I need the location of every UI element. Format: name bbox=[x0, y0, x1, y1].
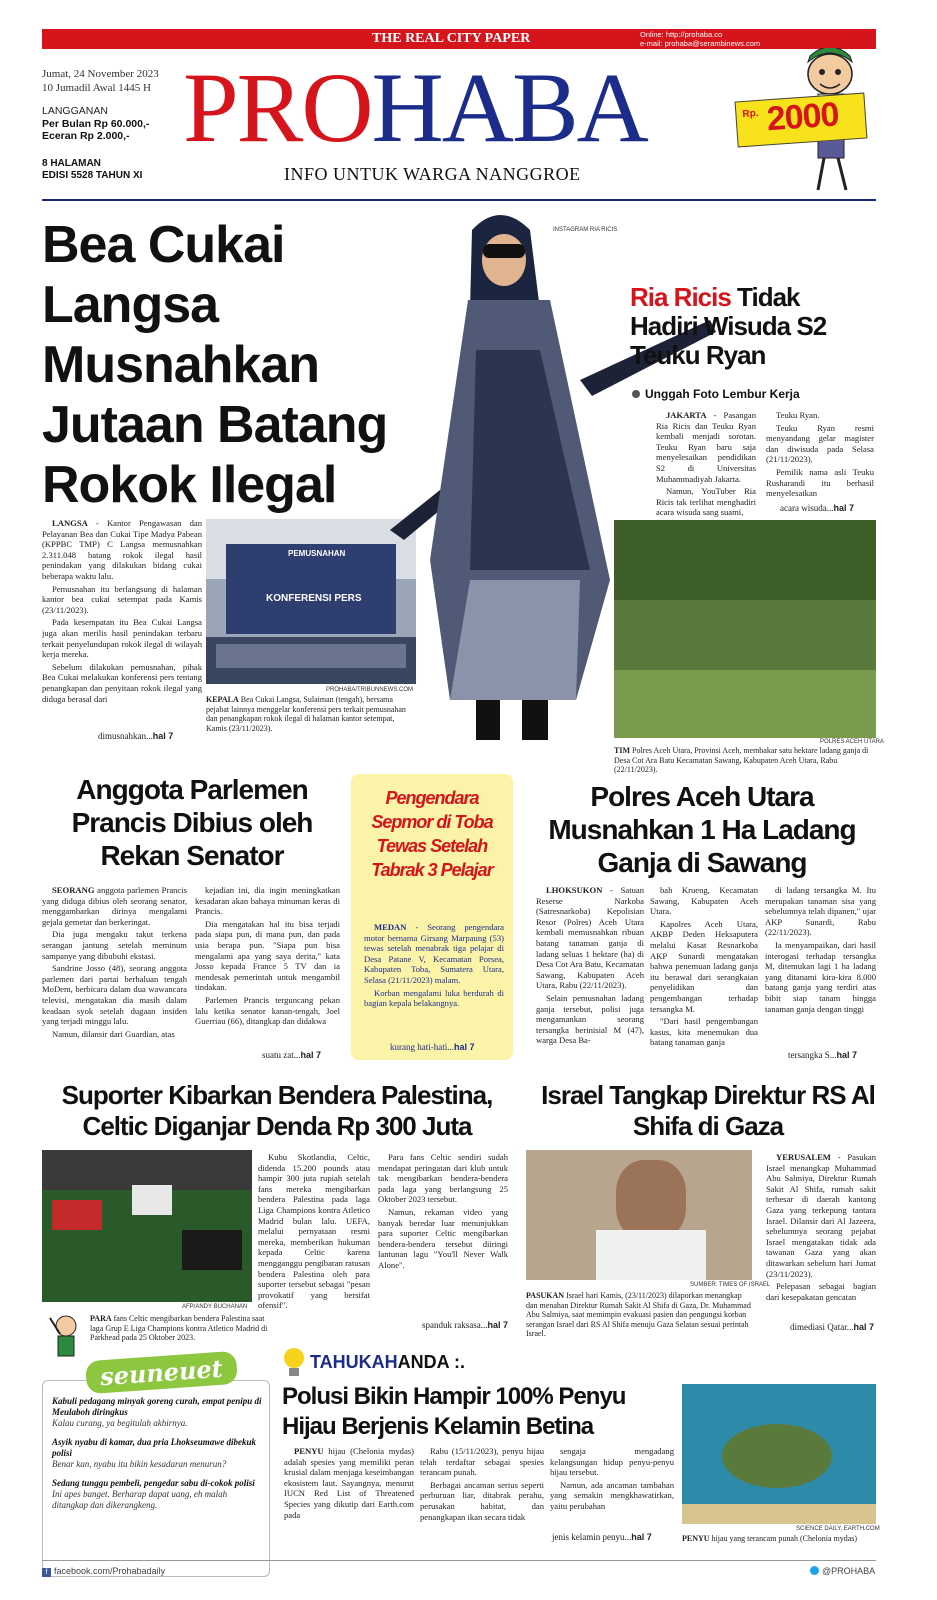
price-currency: Rp. bbox=[742, 107, 759, 121]
sepmor-jump[interactable]: kurang hati-hati...hal 7 bbox=[390, 1042, 475, 1052]
subscription-month: Per Bulan Rp 60.000,- bbox=[42, 118, 150, 130]
celtic-photo bbox=[42, 1150, 252, 1302]
ricis-headline: Ria Ricis Tidak Hadiri Wisuda S2 Teuku Ryan bbox=[630, 282, 827, 370]
seuneuet-item: Asyik nyabu di kamar, dua pria Lhokseumawe dibekuk polisi Benar kan, nyabu itu bikin kesadaran menurun? bbox=[52, 1437, 257, 1469]
celtic-photo-credit: AFP/ANDY BUCHANAN bbox=[182, 1304, 248, 1310]
parlemen-headline: Anggota Parlemen Prancis Dibius oleh Rekan Senator bbox=[71, 774, 313, 871]
tahukah-text-col1: PENYU hijau (Chelonia mydas) adalah spesies yang memiliki peran krusial dalam menjaga keseimbangan ekosistem laut. Sayangnya, menurut IUCN Red List of Threatened Species yang dikutip dari Earth.com pada bbox=[284, 1446, 414, 1520]
turtle-photo-caption: PENYU hijau yang terancam punah (Chelonia mydas) bbox=[682, 1534, 858, 1543]
lead-headline: Bea Cukai Langsa Musnahkan Jutaan Batang Rokok Ilegal bbox=[42, 216, 388, 514]
israel-photo-caption: PASUKAN Israel hari Kamis, (23/11/2023) dilaporkan menangkap dan menahan Direktur Rumah Sakit Al Shifa di Gaza, Dr. Muhammad Abu Salmiya, saat memimpin evakuasi pasien dan pengungsi korban serangan Israel dari RS Al Shifa menuju Gaza Selatan sesuai perintah Israel. bbox=[526, 1291, 751, 1338]
facebook-icon: f bbox=[42, 1568, 51, 1577]
parlemen-text-col2: kejadian ini, dia ingin meningkatkan kesadaran akan bahaya minuman keras di Prancis. Dia mengatakan hal itu bisa terjadi pada siapa pun, di mana pun, dan pada usia berapa pun. "Siapa pun bisa mengalami apa yang saya derita," kata Josso kepada France 5 TV dan ia mendesak pemerintah untuk mengambil tindakan. Parlemen Prancis terguncang pekan lalu ketika senator kanan-tengah, Joel Guerriau (66), ditangkap dan didakwa bbox=[195, 885, 340, 1027]
israel-text: YERUSALEM - Pasukan Israel menangkap Muhammad Abu Salmiya, Direktur Rumah Sakit Al Shifa, rumah sakit terbesar di daerah kantong Gaza yang terkepung tantara Israel. Dilansir dari Al Jazeera, sebelumnya seorang pejabat Israel mengatakan tidak ada tawanan Gaza yang akan ditawarkan sebelum hari Jumat (23/11/2023). Pelepasan sebagai bagian dari kesepakatan gencatan bbox=[766, 1152, 876, 1302]
ricis-text-col2: Teuku Ryan. Teuku Ryan resmi menyandang gelar magister dan diwisuda pada Selasa (21/11/2023). Pemilik nama asli Teuku Rusharandi itu berhasil menyelesaikan bbox=[766, 410, 874, 499]
ricis-photo-credit: INSTAGRAM RIA RICIS bbox=[553, 227, 618, 233]
lead-paragraph-1: - Kantor Pengawasan dan Pelayanan Bea dan Cukai Tipe Madya Pabean (KPPBC TMP) C Langsa memusnahkan 2.311.048 batang rokok ilegal hasil penindakan yang dilakukan bidang cukai beberapa waktu lalu. bbox=[42, 518, 202, 581]
polres-jump[interactable]: tersangka S...hal 7 bbox=[788, 1050, 858, 1060]
ricis-sub: Unggah Foto Lembur Kerja bbox=[632, 387, 800, 401]
lead-paragraph-3: Pada kesempatan itu Bea Cukai Langsa juga akan merilis hasil penindakan terbaru terkait penyelundupan rokok ilegal di wilayah kerja mereka. bbox=[42, 617, 202, 660]
polres-headline: Polres Aceh Utara Musnahkan 1 Ha Ladang Ganja di Sawang bbox=[548, 781, 856, 878]
tahukah-jump[interactable]: jenis kelamin penyu...hal 7 bbox=[552, 1532, 652, 1542]
lead-paragraph-2: Pemusnahan itu berlangsung di halaman kantor bea cukai setempat pada Kamis (23/11/2023). bbox=[42, 583, 202, 615]
lead-jump[interactable]: dimusnahkan...hal 7 bbox=[98, 731, 174, 741]
tahukah-headline: Polusi Bikin Hampir 100% Penyu Hijau Berjenis Kelamin Betina bbox=[282, 1383, 626, 1440]
ricis-text-col1: JAKARTA - Pasangan Ria Ricis dan Teuku Ryan kembali menjadi sorotan. Teuku Ryan baru saja menyelesaikan pendidikan S2 di Universitas Muhammadiyah Jakarta. Namun, YouTuber Ria Ricis tak terlihat menghadiri acara wisuda sang suami, bbox=[656, 410, 756, 518]
ganja-photo bbox=[614, 520, 876, 738]
twitter-icon bbox=[810, 1566, 819, 1575]
hijri-date: 10 Jumadil Awal 1445 H bbox=[42, 82, 151, 94]
israel-photo bbox=[526, 1150, 752, 1280]
subscription-retail: Eceran Rp 2.000,- bbox=[42, 130, 130, 142]
seuneuet-item: Sedang tunggu pembeli, pengedar sabu di-cokok polisi Ini apes banget. Berharap dapat uang, eh malah ditangkap dan dikerangkeng. bbox=[52, 1478, 255, 1510]
lightbulb-icon bbox=[280, 1346, 308, 1380]
logo bbox=[183, 52, 647, 163]
parlemen-text-col1: SEORANG anggota parlemen Prancis yang diduga dibius oleh seorang senator, menggambarkan dirinya mengalami gejala gemetar dan berkeringat. Dia juga mengaku takut terkena serangan jantung setelah meminum sampanye yang dibubuhi ekstasi. Sandrine Josso (48), seorang anggota parlemen dari partai berhaluan tengah MoDem, berbicara dalam dua wawancara televisi, mengatakan dia masih dalam keadaan syok setelah dugaan insiden yang terjadi minggu lalu. Namun, dilansir dari Guardian, atas bbox=[42, 885, 187, 1039]
tahukah-label: TAHUKAHANDA :. bbox=[310, 1352, 465, 1372]
israel-photo-credit: SUMBER: TIMES OF ISRAEL bbox=[690, 1282, 771, 1288]
footer-facebook[interactable]: f facebook.com/Prohabadaily bbox=[42, 1566, 165, 1577]
price-tag bbox=[735, 93, 868, 148]
tahukah-text-col3: sengaja mengadang kelangsungan hidup penyu-penyu hijau tersebut. Namun, ada ancaman tambahan yang semakin mengkhawatirkan, yaitu perubahan bbox=[550, 1446, 674, 1511]
celtic-photo-caption: PARA fans Celtic mengibarkan bendera Palestina saat laga Grup E Liga Champions kontra Atletico Madrid di Parkhead pada 25 Oktober 2023. bbox=[90, 1314, 268, 1342]
subscription-title: LANGGANAN bbox=[42, 105, 108, 117]
edition-number: EDISI 5528 TAHUN XI bbox=[42, 170, 143, 181]
footer-rule bbox=[42, 1560, 876, 1561]
ganja-photo-caption: TIM Polres Aceh Utara, Provinsi Aceh, membakar satu hektare ladang ganja di Desa Cot Ara Batu Kecamatan Sawang, Kabupaten Aceh Utara, Rabu (22/11/2023). bbox=[614, 746, 869, 774]
turtle-photo bbox=[682, 1384, 876, 1524]
seuneuet-list bbox=[52, 1396, 262, 1511]
celtic-headline: Suporter Kibarkan Bendera Palestina, Celtic Diganjar Denda Rp 300 Juta bbox=[61, 1080, 493, 1141]
logo-pro: PRO bbox=[183, 52, 372, 163]
celtic-text-col1: Kubu Skotlandia, Celtic, didenda 15.200 pounds atau hampir 300 juta rupiah setelah fans mereka mengibarkan bendera Palestina pada laga Liga Champions kontra Atletico Madrid bulan lalu. UEFA, melalui pernyataan resmi mereka, memberikan hukuman kepada Celtic karena mengganggu pengibaran ratusan bendera Palestina oleh para suporter tersebut sebagai "pesan provokatif yang bersifat ofensif". bbox=[258, 1152, 370, 1311]
ricis-jump[interactable]: acara wisuda...hal 7 bbox=[780, 503, 854, 513]
online-url[interactable]: Online: http://prohaba.co bbox=[640, 30, 723, 39]
ricis-headline-name: Ria Ricis bbox=[630, 282, 731, 312]
polres-text-col2: bah Krueng, Kecamatan Sawang, Kabupaten Aceh Utara. Kapolres Aceh Utara, AKBP Deden Heksaputera melalui Kasat Resnarkoba AKP Sunardi mengatakan bahwa penemuan ladang ganja itu berawal dari serangkaian penyelidikan dan pengembangan terhadap tersangka M. "Dari hasil pengembangan kasus, kita menemukan dua batang tanaman ganja bbox=[650, 885, 758, 1048]
footer-twitter[interactable]: @PROHABA bbox=[810, 1566, 875, 1576]
tagline-top: THE REAL CITY PAPER bbox=[372, 31, 531, 46]
polres-text-col1: LHOKSUKON - Satuan Reserse Narkoba (Satresnarkoba) Kepolisian Resor (Polres) Aceh Utara kembali memusnahkan ribuan batang tanaman ganja di ladang seluas 1 hektare (ha) di Desa Cot Ara Batu, Kecamatan Sawang, Kabupaten Aceh Utara, Rabu (22/11/2023). Selain pemusnahan ladang ganja tersebut, polisi juga mengamankan seorang tersangka berinisial M (47), warga Desa Ba- bbox=[536, 885, 644, 1046]
lead-story-text bbox=[42, 518, 202, 706]
issue-date: Jumat, 24 November 2023 bbox=[42, 68, 159, 80]
sepmor-headline: Pengendara Sepmor di Toba Tewas Setelah Tabrak 3 Pelajar bbox=[371, 788, 493, 880]
lead-photo-caption: KEPALA Bea Cukai Langsa, Sulaiman (tengah), bersama pejabat lainnya menggelar konferensi pers terkait pemusnahan dan penangkapan rokok ilegal di halaman kantor setempat, Kamis (23/11/2023). bbox=[206, 695, 406, 733]
banner-text-1: PEMUSNAHAN bbox=[288, 549, 346, 558]
seuneuet-item: Kabuli pedagang minyak goreng curah, empat penipu di Meulaboh diringkus Kalau curang, ya begitulah akhirnya. bbox=[52, 1396, 262, 1428]
celtic-jump[interactable]: spanduk raksasa...hal 7 bbox=[422, 1320, 508, 1330]
sepmor-text: MEDAN - Seorang pengendara motor bernama Girsang Marpaung (53) tewas setelah menabrak tiga pelajar di Desa Patane V, Kecamatan Porsea, Kabupaten Toba, Sumatera Utara, Selasa (21/11/2023) malam. Korban mengalami luka berdurah di bagian kepala belakangnya. bbox=[364, 922, 504, 1009]
lead-photo-credit: PROHABA/TRIBUNNEWS.COM bbox=[326, 687, 414, 693]
israel-headline: Israel Tangkap Direktur RS Al Shifa di Gaza bbox=[541, 1080, 875, 1141]
price-value: 2000 bbox=[765, 95, 840, 139]
logo-haba: HABA bbox=[371, 52, 647, 163]
polres-text-col3: di ladang tersangka M. Itu merupakan tanaman sisa yang sebelumnya telah dipanen," ujar AKP Sunardi, Rabu (22/11/2023). Ia menyampaikan, dari hasil interogasi terhadap tersangka M, ditemukan lagi 1 ha ladang yang ditanami kira-kira 8.000 batang ganja yang terdiri atas bibit siap tanam hingga tanaman ganja dengan tinggi bbox=[765, 885, 876, 1014]
israel-jump[interactable]: dimediasi Qatar...hal 7 bbox=[790, 1322, 874, 1332]
tahukah-text-col2: Rabu (15/11/2023), penyu hijau telah terdaftar sebagai spesies terancam punah. Berbagai ancaman serius seperti perburuan liar, ditabrak perahu, perusakan habitat, dan penangkapan ikan secara tidak bbox=[420, 1446, 544, 1522]
celtic-text-col2: Para fans Celtic sendiri sudah mendapat peringatan dari klub untuk tak mengibarkan bendera-bendera pada laga yang berlangsung 25 Oktober 2023 tersebut. Namun, rekaman video yang banyak beredar luar menunjukkan para suporter Celtic mengibarkan bendera-bendera tersebut diiringi lantunan lagu "You'll Never Walk Alone". bbox=[378, 1152, 508, 1270]
masthead-subtitle: INFO UNTUK WARGA NANGGROE bbox=[284, 164, 581, 184]
email-address[interactable]: e-mail: prohaba@serambinews.com bbox=[640, 39, 761, 48]
lead-paragraph-4: Sebelum dilakukan pemusnahan, pihak Bea Cukai melakukan konferensi pers tentang penangkapan dan penyitaan rokok ilegal yang diduga berasal dari bbox=[42, 661, 202, 704]
bullet-icon bbox=[632, 390, 640, 398]
parlemen-jump[interactable]: suatu zat...hal 7 bbox=[262, 1050, 322, 1060]
lead-location: LANGSA bbox=[52, 518, 88, 528]
ganja-photo-credit: POLRES ACEH UTARA bbox=[820, 739, 884, 745]
turtle-photo-credit: SCIENCE DAILY, EARTH.COM bbox=[796, 1526, 880, 1532]
page-count: 8 HALAMAN bbox=[42, 158, 101, 169]
celtic-mascot-illustration bbox=[42, 1312, 88, 1358]
seuneuet-title: seuneuet bbox=[85, 1351, 238, 1394]
banner-text-2: KONFERENSI PERS bbox=[266, 593, 362, 604]
